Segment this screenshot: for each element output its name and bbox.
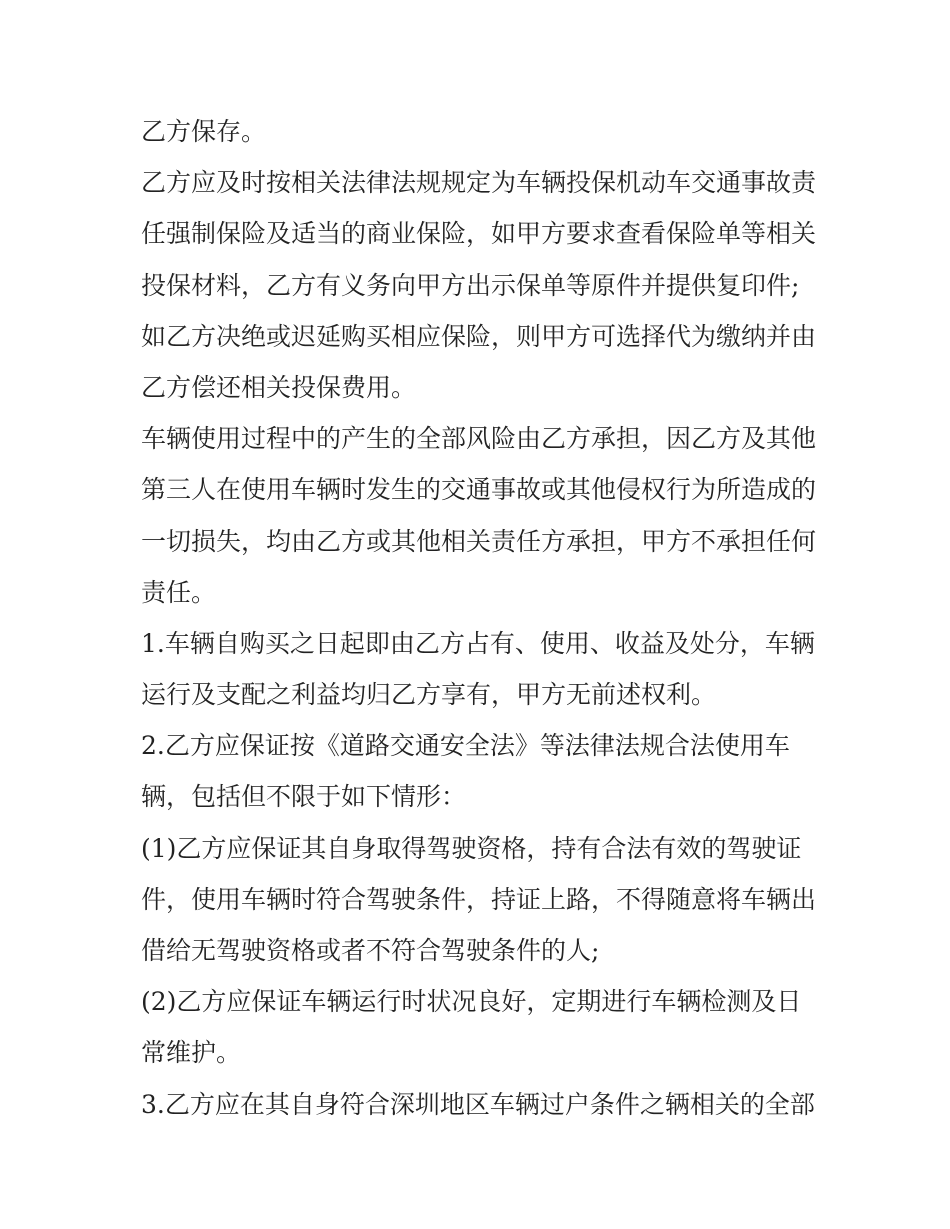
text-line: 车辆使用过程中的产生的全部风险由乙方承担，因乙方及其他 (141, 424, 817, 454)
document-body (141, 106, 821, 1130)
text-line: 投保材料，乙方有义务向甲方出示保单等原件并提供复印件; (141, 270, 800, 300)
text-line: (2)乙方应保证车辆运行时状况良好，定期进行车辆检测及日 (141, 987, 802, 1017)
text-line: 第三人在使用车辆时发生的交通事故或其他侵权行为所造成的 (141, 475, 817, 505)
text-line: 常维护。 (141, 1038, 242, 1068)
text-line: 乙方保存。 (141, 117, 267, 146)
text-line: 1.车辆自购买之日起即由乙方占有、使用、收益及处分，车辆 (141, 628, 815, 658)
text-line: 一切损失，均由乙方或其他相关责任方承担，甲方不承担任何 (141, 526, 817, 556)
text-line: (1)乙方应保证其自身取得驾驶资格，持有合法有效的驾驶证 (141, 833, 802, 863)
text-line: 件，使用车辆时符合驾驶条件，持证上路，不得随意将车辆出 (141, 884, 817, 914)
text-line: 乙方应及时按相关法律法规规定为车辆投保机动车交通事故责 (141, 168, 817, 198)
text-line: 辆，包括但不限于如下情形： (141, 782, 467, 812)
text-line: 运行及支配之利益均归乙方享有，甲方无前述权利。 (141, 680, 717, 710)
text-line: 2.乙方应保证按《道路交通安全法》等法律法规合法使用车 (141, 731, 790, 761)
text-line: 如乙方决绝或迟延购买相应保险，则甲方可选择代为缴纳并由 (141, 321, 817, 351)
text-line: 借给无驾驶资格或者不符合驾驶条件的人; (141, 936, 600, 965)
text-line: 乙方偿还相关投保费用。 (141, 372, 417, 402)
text-line: 责任。 (141, 577, 217, 607)
text-line: 3.乙方应在其自身符合深圳地区车辆过户条件之辆相关的全部 (141, 1089, 815, 1119)
text-line: 任强制保险及适当的商业保险，如甲方要求查看保险单等相关 (141, 219, 817, 249)
